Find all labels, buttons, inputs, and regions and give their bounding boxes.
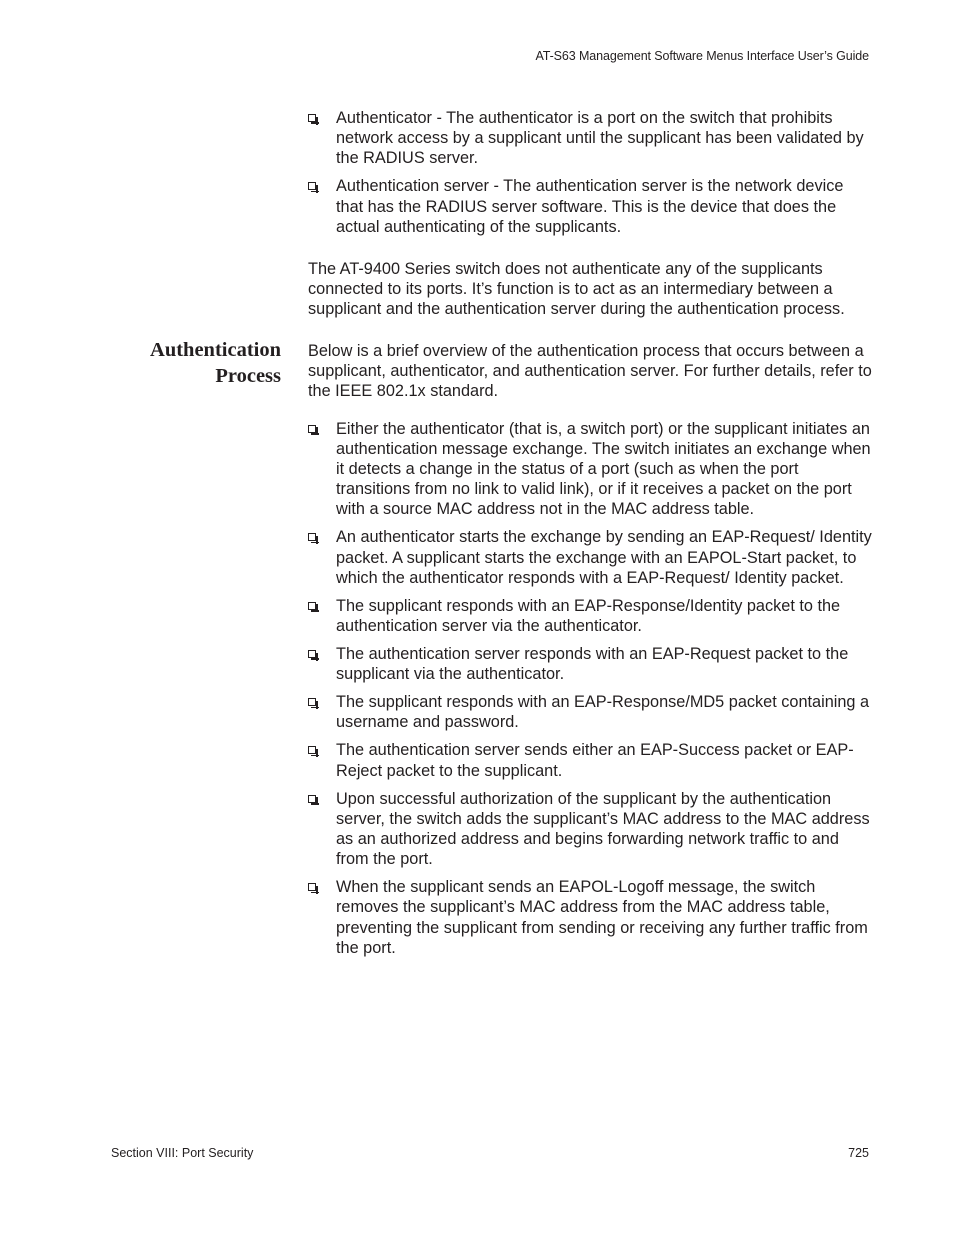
footer-section-label: Section VIII: Port Security [111,1146,254,1160]
section-paragraph: Below is a brief overview of the authentication process that occurs between a supplicant, authenticator, and authentication server. For further details, refer to the IEEE 802.1x standard. [308,342,872,401]
section-heading [110,337,281,389]
list-item-text: Authentication server - The authentication server is the network device that has the RADIUS server software. This is the device that does the actual authenticating of the supplicants. [336,177,844,236]
checkbox-bullet-icon [308,182,316,190]
list-item [308,740,874,780]
list-item-text: The supplicant responds with an EAP-Response/Identity packet to the authentication server via the authenticator. [336,596,841,636]
checkbox-bullet-icon [308,114,316,122]
checkbox-bullet-icon [308,533,316,541]
checkbox-bullet-icon [308,795,316,803]
section-heading-line1: Authentication [150,339,281,361]
list-item [308,877,874,958]
list-item-text: An authenticator starts the exchange by sending an EAP-Request/ Identity packet. A supplicant starts the exchange with an EAPOL-Start packet, to which the authenticator responds with a EAP-Request/ Identity packet. [336,528,872,587]
list-item [308,596,874,636]
checkbox-bullet-icon [308,698,316,706]
checkbox-bullet-icon [308,650,316,658]
checkbox-bullet-icon [308,425,316,433]
list-item-text: Upon successful authorization of the supplicant by the authentication server, the switch adds the supplicant’s MAC address to the MAC address as an authorized address and begins forwarding network traffic to and from the port. [336,789,870,869]
checkbox-bullet-icon [308,602,316,610]
process-bullet-list [308,419,874,958]
intro-paragraph: The AT-9400 Series switch does not authenticate any of the supplicants connected to its ports. It’s function is to act as an intermediary between a supplicant and the authentication server during the authentication process. [308,260,845,319]
section-body [308,341,874,966]
list-item [308,108,874,169]
list-item [308,527,874,588]
list-item-text: The authentication server sends either an EAP-Success packet or EAP-Reject packet to the supplicant. [336,741,854,780]
section-heading-line2: Process [215,365,281,387]
list-item [308,176,874,237]
footer-page-number: 725 [848,1146,869,1160]
checkbox-bullet-icon [308,883,316,891]
running-header: AT-S63 Management Software Menus Interface User’s Guide [535,49,869,63]
list-item-text: The supplicant responds with an EAP-Response/MD5 packet containing a username and password. [336,693,870,732]
intro-bullet-list [308,108,874,237]
list-item [308,692,874,732]
list-item [308,789,874,870]
list-item-text: When the supplicant sends an EAPOL-Logoff message, the switch removes the supplicant’s MAC address from the MAC address table, preventing the supplicant from sending or receiving any further traffic from the port. [336,878,868,957]
checkbox-bullet-icon [308,746,316,754]
intro-block [308,108,874,320]
list-item-text: The authentication server responds with an EAP-Request packet to the supplicant via the authenticator. [336,645,849,684]
list-item-text: Authenticator - The authenticator is a port on the switch that prohibits network access by a supplicant until the supplicant has been validated by the RADIUS server. [336,109,864,168]
list-item-text: Either the authenticator (that is, a switch port) or the supplicant initiates an authentication message exchange. The switch initiates an exchange when it detects a change in the status of a port (such as when the port transitions from no link to valid link), or if it receives a packet on the port with a source MAC address not in the MAC address table. [336,419,871,519]
list-item [308,644,874,684]
list-item [308,419,874,520]
